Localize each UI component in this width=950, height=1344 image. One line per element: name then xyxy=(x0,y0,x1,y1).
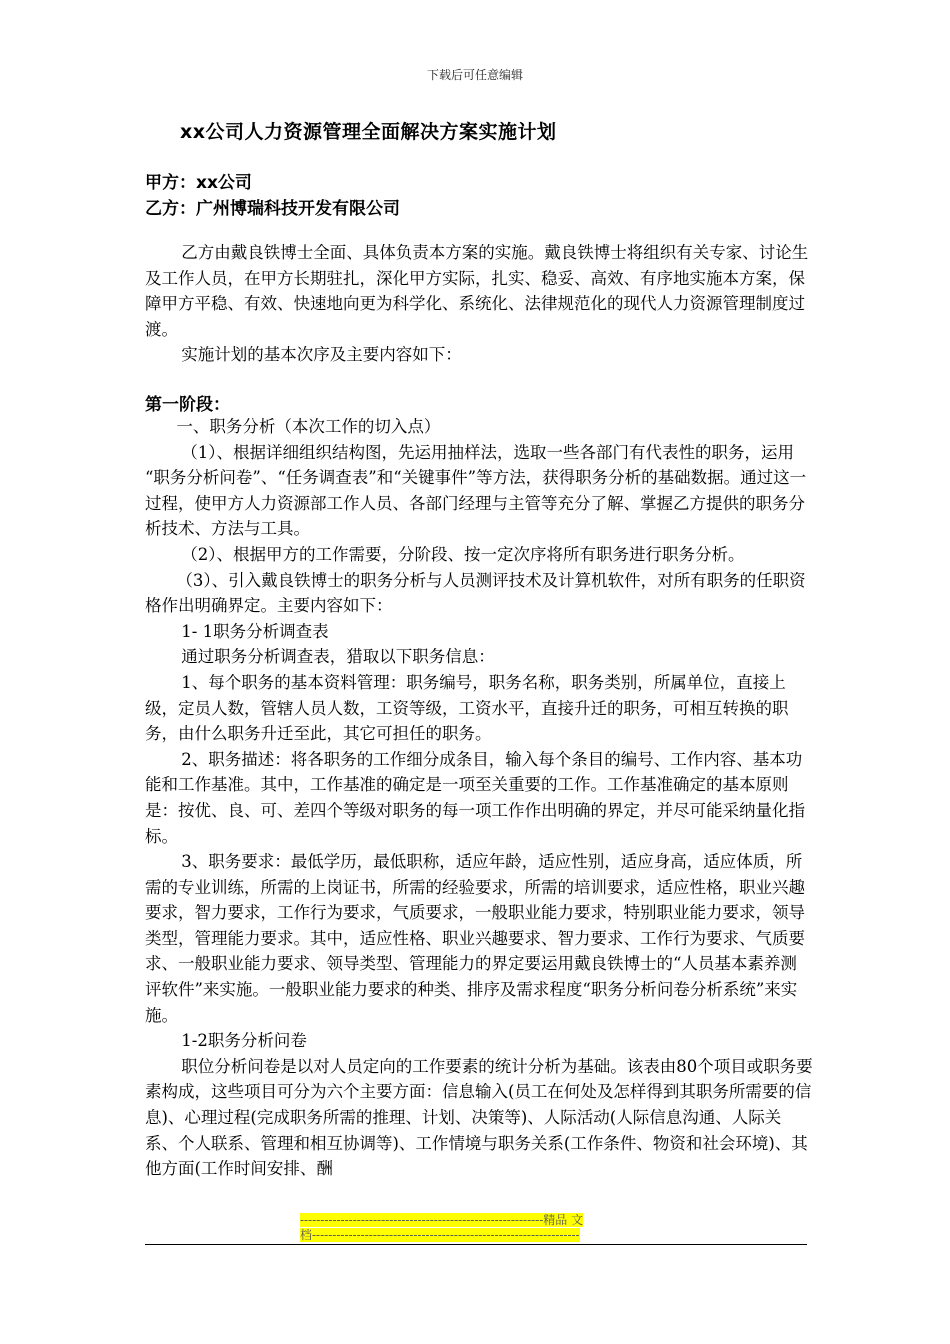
header-note: 下载后可任意编辑 xyxy=(426,68,523,82)
party-a: 甲方：xx公司 xyxy=(145,173,252,193)
subsection-lead: 通过职务分析调查表，猎取以下职务信息： xyxy=(181,647,495,667)
footer-watermark xyxy=(300,1213,650,1243)
intro-paragraph: 乙方由戴良铁博士全面、具体负责本方案的实施。戴良铁博士将组织有关专家、讨论生及工作人员，在甲方长期驻扎，深化甲方实际，扎实、稳妥、高效、有序地实施本方案，保障甲方平稳、有效、快速地向更为科学化、系统化、法律规范化的现代人力资源管理制度过渡。 xyxy=(145,243,809,339)
subsection-title: 1-2职务分析问卷 xyxy=(181,1031,307,1051)
stage1-section xyxy=(145,414,813,1182)
footer-divider xyxy=(145,1244,807,1245)
item-paragraph: （3）、引入戴良铁博士的职务分析与人员测评技术及计算机软件，对所有职务的任职资格作出明确界定。主要内容如下： xyxy=(145,570,806,616)
intro-order-line: 实施计划的基本次序及主要内容如下： xyxy=(181,345,462,365)
point-paragraph: 3、职务要求：最低学历，最低职称，适应年龄，适应性别，适应身高，适应体质，所需的专业训练，所需的上岗证书，所需的经验要求，所需的培训要求，适应性格，职业兴趣要求，智力要求，工作行为要求，气质要求，一般职业能力要求，特别职业能力要求，领导类型，管理能力要求。其中，适应性格、职业兴趣要求、智力要求、工作行为要求、气质要求、一般职业能力要求、领导类型、管理能力的界定要运用戴良铁博士的“人员基本素养测评软件”来实施。一般职业能力要求的种类、排序及需求程度“职务分析问卷分析系统”来实施。 xyxy=(145,852,805,1025)
intro-section xyxy=(145,240,813,368)
point-paragraph: 1、每个职务的基本资料管理：职务编号，职务名称，职务类别，所属单位，直接上级，定员人数，管辖人员人数，工资等级，工资水平，直接升迁的职务，可相互转换的职务，由什么职务升迁至此，其它可担任的职务。 xyxy=(145,672,789,744)
subsection-title: 1- 1职务分析调查表 xyxy=(181,621,329,641)
stage-heading: 第一阶段： xyxy=(145,395,230,415)
section-heading: 一、职务分析（本次工作的切入点） xyxy=(176,417,441,436)
footer-line: ------------------------------------------------------------精品 文 xyxy=(300,1213,584,1227)
party-b: 乙方：广州博瑞科技开发有限公司 xyxy=(145,199,400,219)
item-paragraph: （1）、根据详细组织结构图，先运用抽样法，选取一些各部门有代表性的职务，运用 “职务分析问卷”、“任务调查表”和“关键事件”等方法，获得职务分析的基础数据。通过这一过程，使甲方人力资源部工作人员、各部门经理与主管等充分了解、掌握乙方提供的职务分析技术、方法与工具。 xyxy=(145,442,807,539)
subsection-paragraph: 职位分析问卷是以对人员定向的工作要素的统计分析为基础。该表由80个项目或职务要素构成，这些项目可分为六个主要方面：信息输入(员工在何处及怎样得到其职务所需要的信息)、心理过程(完成职务所需的推理、计划、决策等)、人际活动(人际信息沟通、人际关系、个人联系、管理和相互协调等)、工作情境与职务关系(工作条件、物资和社会环境)、其他方面(工作时间安排、酬 xyxy=(145,1056,813,1179)
point-paragraph: 2、职务描述：将各职务的工作细分成条目，输入每个条目的编号、工作内容、基本功能和工作基准。其中，工作基准的确定是一项至关重要的工作。工作基准确定的基本原则是：按优、良、可、差四个等级对职务的每一项工作作出明确的界定，并尽可能采纳量化指标。 xyxy=(145,749,805,846)
item-paragraph: （2）、根据甲方的工作需要，分阶段、按一定次序将所有职务进行职务分析。 xyxy=(181,544,745,564)
footer-line: 档------------------------------------------------------------------ xyxy=(300,1228,580,1242)
document-title: xx公司人力资源管理全面解决方案实施计划 xyxy=(180,121,557,143)
